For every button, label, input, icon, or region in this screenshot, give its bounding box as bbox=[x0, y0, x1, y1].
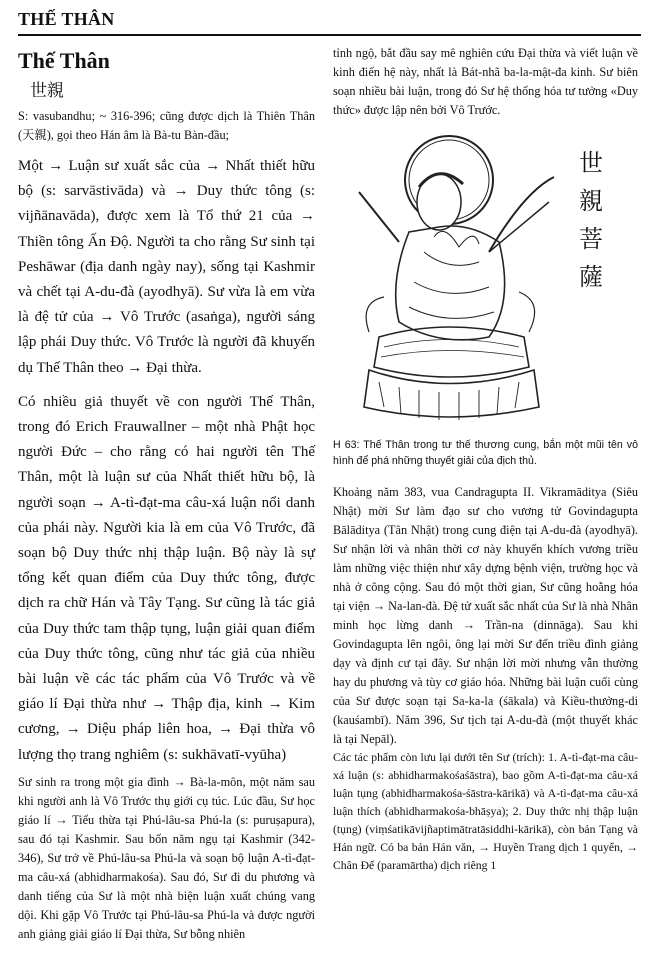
figure bbox=[333, 132, 638, 429]
figure-caption: H 63: Thế Thân trong tư thế thương cung, bắn một mũi tên vô hình để phá những thuyết giải của địch thủ. bbox=[333, 439, 638, 467]
entry-meta: S: vasubandhu; ~ 316-396; cũng được dịch là Thiên Thân (天親), gọi theo Hán âm là Bà-tu Bàn-đầu; bbox=[18, 109, 315, 142]
vasubandhu-illustration bbox=[339, 132, 579, 427]
running-head: THẾ THÂN bbox=[18, 9, 115, 29]
right-body-text: Khoảng năm 383, vua Candragupta II. Vikramāditya (Siêu Nhật) mời Sư làm đạo sư cho vương tử Govindagupta Bālāditya (Tân Nhật) trong cung điện tại A-du-đà (ayodhyā). Sư nhận lời và nhân thời cơ này khuyến khích vương triều làm những việc thiện như xây dựng bệnh viện, trường học và nhà ở công cộng. Sau đó một thời gian, Sư cũng hoằng hóa tại viện → Na-lan-đà. Đệ tử xuất sắc nhất của Sư là nhà Nhân minh học lừng danh → Trần-na (dinnāga). Sau khi Govindagupta lên ngôi, ông lại mời Sư đến triều đình giảng dạy và định cư tại đây. Sư nhận lời mời nhưng vẫn thường hay du phương và tùy cơ giáo hóa. Những bài luận cuối cùng của Sư được soạn tại Sa-ka-la (śākala) và Kiều-thưởng-di (kauśambī). Năm 396, Sư tịch tại A-du-đà (một thuyết khác là tại Nepāl). bbox=[333, 485, 638, 746]
right-column bbox=[333, 44, 638, 875]
paragraph-2: Có nhiều giả thuyết về con người Thế Thân, trong đó Erich Frauwallner – một nhà Phật học người Đức – cho rằng có hai người tên Thế Thân, một là luận sư của Nhất thiết hữu bộ, là người soạn → A-tì-đạt-ma câu-xá luận nổi danh của phái này. Người kia là em của Vô Trước, đã soạn bộ Duy thức nhị thập luận. Bộ này là sự tổng kết quan điểm của Duy thức tông, được dịch ra chữ Hán và Tây Tạng. Sư cũng là tác giả của Duy thức tam thập tụng, luận giải quan điểm của Duy thức tông, cũng như tác giả của nhiều bài luận về các tác phẩm của Vô Trước và về giáo lí Đại thừa như → Thập địa, kinh → Kim cương, → Diệu pháp liên hoa, → Đại thừa vô lượng thọ trang nghiêm (s: sukhāvatī-vyūha) bbox=[18, 393, 315, 763]
left-column bbox=[18, 44, 315, 944]
paragraph-1: Một → Luận sư xuất sắc của → Nhất thiết hữu bộ (s: sarvāstivāda) và → Duy thức tông (s: vijñānavāda), được xem là Tổ thứ 21 của → Thiền tông Ấn Độ. Người ta cho rằng Sư sinh tại Peshāwar (địa danh ngày nay), sống tại Kashmir và chết tại A-du-đà (ayodhyā). Sư vừa là em vừa là đệ tử của → Vô Trước (asaṅga), người sáng lập phái Duy thức. Vô Trước là người đã khuyến dụ Thế Thân theo → Đại thừa. bbox=[18, 158, 315, 376]
biography-text: Sư sinh ra trong một gia đình → Bà-la-môn, một năm sau khi người anh là Vô Trước thụ giới cụ túc. Lúc đầu, Sư học giáo lí → Tiểu thừa tại Phú-lâu-sa Phú-la (s: puruṣapura), sau đó tại Kashmir. Sau bốn năm ngụ tại Kashmir (342-346), Sư trở về Phú-lâu-sa Phú-la và soạn bộ luận A-tì-đạt-ma câu-xá (abhidharmakośa). Sau đó, Sư đi du phương và danh tiếng của Sư là một nhà biện luận xuất chúng vang dội. Khi gặp Vô Trước tại Phú-lâu-sa Phú-la và được người anh giảng giải giáo lí Đại thừa, Sư bỗng nhiên bbox=[18, 774, 315, 941]
entry-title: Thế Thân bbox=[18, 48, 110, 73]
right-top-text: tỉnh ngộ, bắt đầu say mê nghiên cứu Đại thừa và viết luận về kinh điển hệ này, nhất là Bát-nhã ba-la-mật-đa kinh. Sư biên soạn nhiều bài luận, trong đó Sư hệ thống hóa tư tưởng «Duy thức» được lập nên bởi Vô Trước. bbox=[333, 46, 638, 117]
figure-cjk-label: 世親菩薩 bbox=[579, 149, 603, 291]
entry-cjk: 世親 bbox=[30, 81, 64, 101]
header-rule bbox=[18, 34, 641, 36]
works-footnote: Các tác phẩm còn lưu lại dưới tên Sư (trích): 1. A-tì-đạt-ma câu-xá luận (s: abhidharmakośaśāstra), bao gồm A-tì-đạt-ma câu-xá luận tụng (abhidharmakośa-śāstra-kārikā) và A-tì-đạt-ma câu-xá luận thích (abhidharmakośa-bhāṣya); 2. Duy thức nhị thập luận (tụng) (viṃśatikāvijñaptimātratāsiddhi-kārikā), còn bản Tạng và Hán ngữ. Có ba bản Hán văn, → Huyền Trang dịch 1 quyển, → Chân Đế (paramārtha) dịch riêng 1 bbox=[333, 751, 638, 872]
